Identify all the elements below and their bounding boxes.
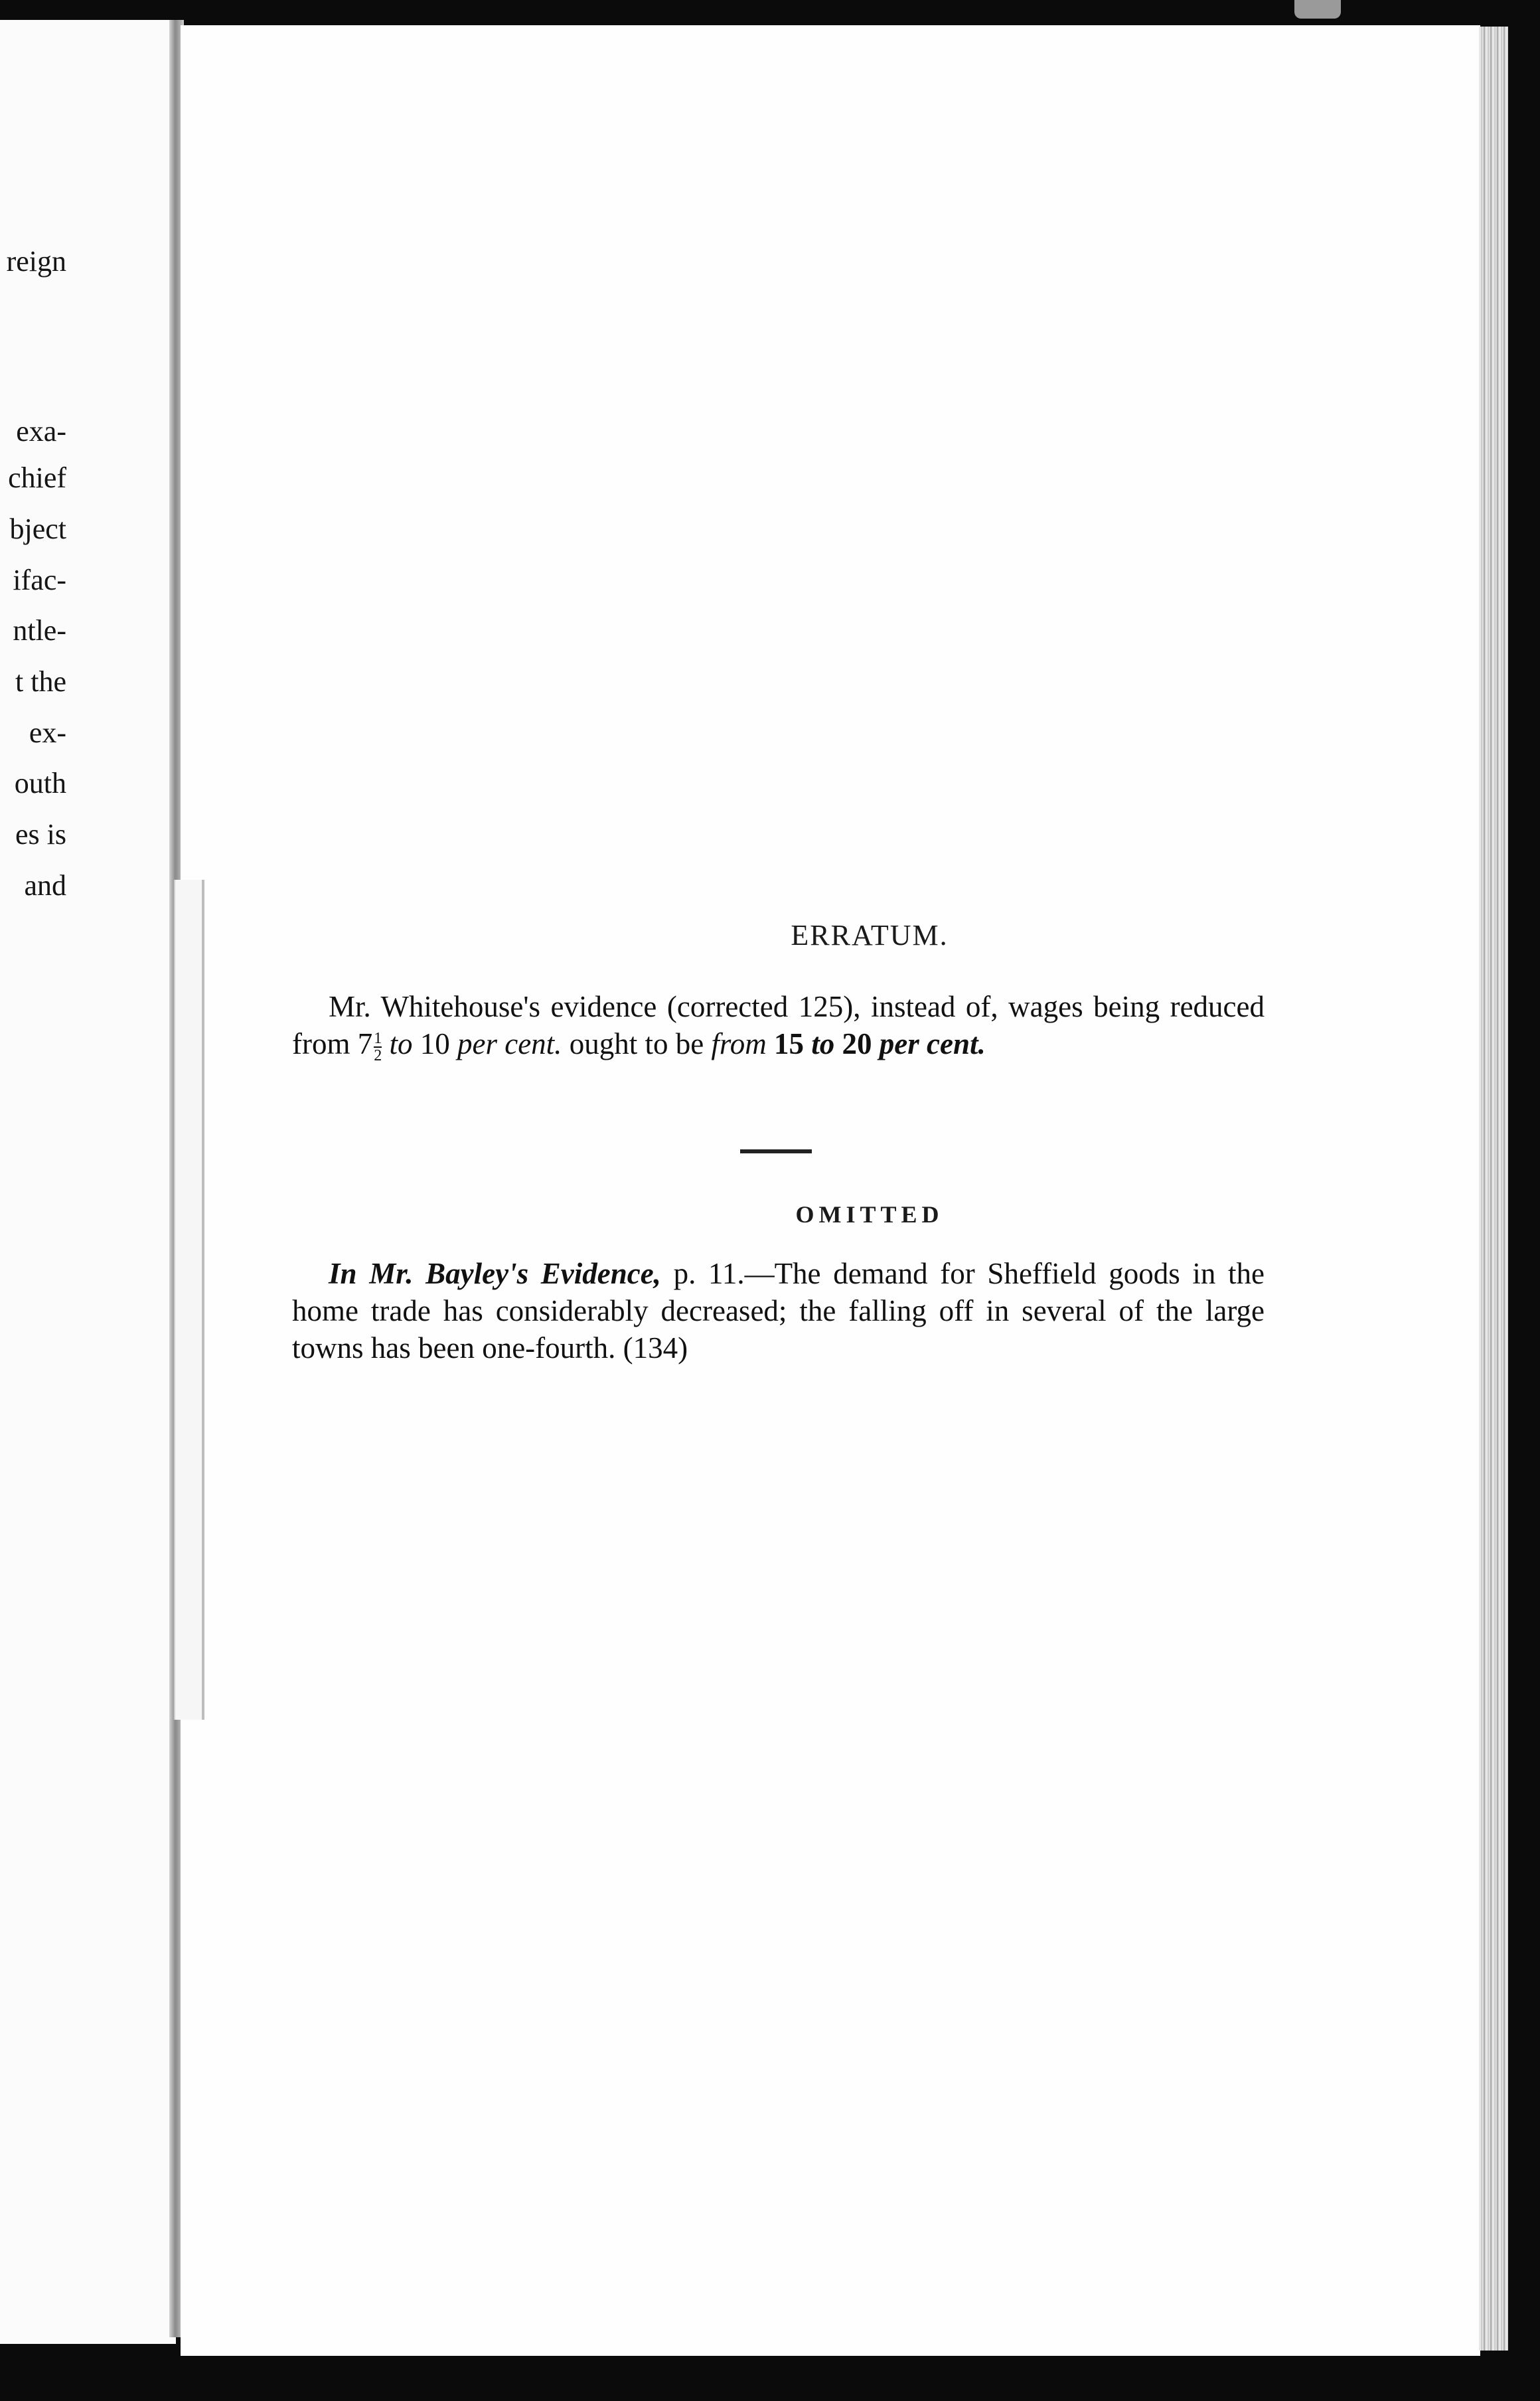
left-fragment: exa- — [16, 415, 66, 448]
erratum-heading: ERRATUM. — [791, 919, 949, 952]
omitted-paragraph — [292, 1255, 1265, 1366]
left-fragment: es is — [15, 818, 66, 851]
erratum-italic: to — [811, 1027, 835, 1060]
erratum-text: ought to be — [562, 1027, 712, 1060]
erratum-paragraph — [292, 988, 1265, 1064]
page-insert-strip — [174, 880, 204, 1720]
left-fragment: ifac- — [13, 564, 66, 596]
fraction-denominator: 2 — [374, 1046, 382, 1064]
left-fragment: outh — [14, 767, 66, 799]
left-fragment: chief — [8, 461, 66, 494]
erratum-italic: from — [711, 1027, 767, 1060]
omitted-text: p. 11.—The demand for Sheffield goods in the home trade has considerably decreased; the falling off in several of the large towns has been one-fourth. (134) — [292, 1257, 1265, 1365]
page-edges — [1479, 27, 1508, 2351]
erratum-text — [382, 1027, 389, 1060]
section-rule — [740, 1149, 812, 1153]
left-fragment: bject — [9, 513, 66, 545]
left-fragment: and — [24, 869, 66, 902]
erratum-italic: to — [389, 1027, 413, 1060]
left-fragment: t the — [15, 665, 66, 698]
erratum-italic: per cent. — [457, 1027, 562, 1060]
erratum-bold: 20 — [842, 1027, 872, 1060]
omitted-heading: OMITTED — [795, 1201, 944, 1228]
left-page — [0, 20, 176, 2344]
erratum-italic: per cent. — [879, 1027, 986, 1060]
fraction-numerator: 1 — [374, 1029, 382, 1047]
right-page — [181, 25, 1480, 2356]
erratum-text: Mr. Whitehouse's evidence (corrected 125), instead of, wages being reduced from 7 — [292, 990, 1265, 1060]
left-fragment: ex- — [29, 716, 66, 749]
erratum-text: 10 — [412, 1027, 457, 1060]
book-tab — [1294, 0, 1341, 19]
erratum-bold: 15 — [774, 1027, 805, 1060]
fraction — [374, 1031, 382, 1064]
omitted-italic-lead: In Mr. Bayley's Evidence, — [329, 1257, 661, 1290]
left-fragment: reign — [6, 245, 66, 278]
left-fragment: ntle- — [13, 614, 66, 647]
